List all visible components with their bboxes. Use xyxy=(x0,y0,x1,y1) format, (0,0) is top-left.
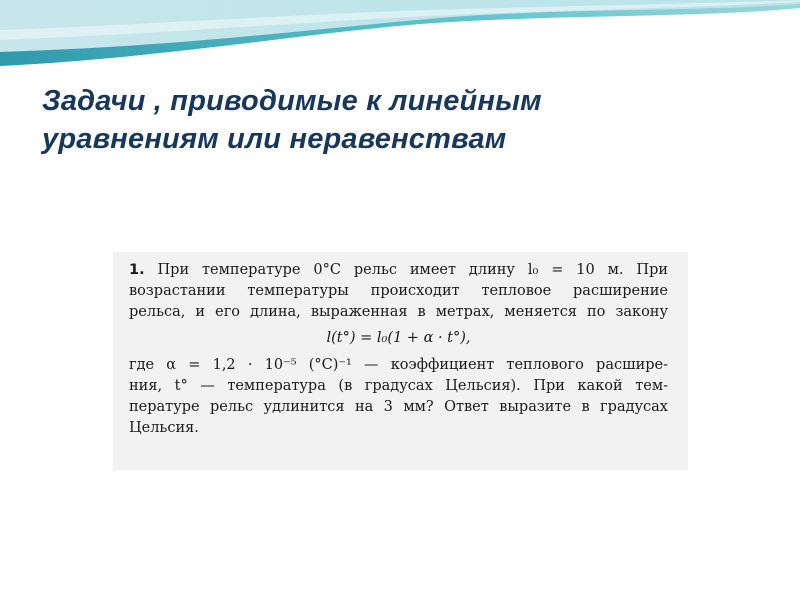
title-line-1: Задачи , приводимые к линейным xyxy=(42,85,542,117)
problem-line-8: Цельсия. xyxy=(129,420,199,436)
slide-title xyxy=(42,82,742,158)
problem-card xyxy=(113,252,688,470)
problem-formula: l(t°) = l₀(1 + α · t°), xyxy=(326,330,471,346)
problem-line-1 xyxy=(129,260,668,281)
problem-line-5: где α = 1,2 · 10⁻⁵ (°C)⁻¹ — коэффициент теплового расшире- xyxy=(129,357,668,373)
problem-number: 1. xyxy=(129,262,145,278)
title-line-2: уравнениям или неравенствам xyxy=(42,123,507,155)
problem-line-1-text: При температуре 0°C рельс имеет длину l₀ = 10 м. При xyxy=(157,262,668,278)
problem-line-3: рельса, и его длина, выраженная в метрах, меняется по закону xyxy=(129,304,668,320)
problem-line-2: возрастании температуры происходит тепловое расширение xyxy=(129,283,668,299)
problem-line-7: пературе рельс удлинится на 3 мм? Ответ выразите в градусах xyxy=(129,399,668,415)
wave-header-decoration xyxy=(0,0,800,80)
problem-line-6: ния, t° — температура (в градусах Цельсия). При какой тем- xyxy=(129,378,668,394)
